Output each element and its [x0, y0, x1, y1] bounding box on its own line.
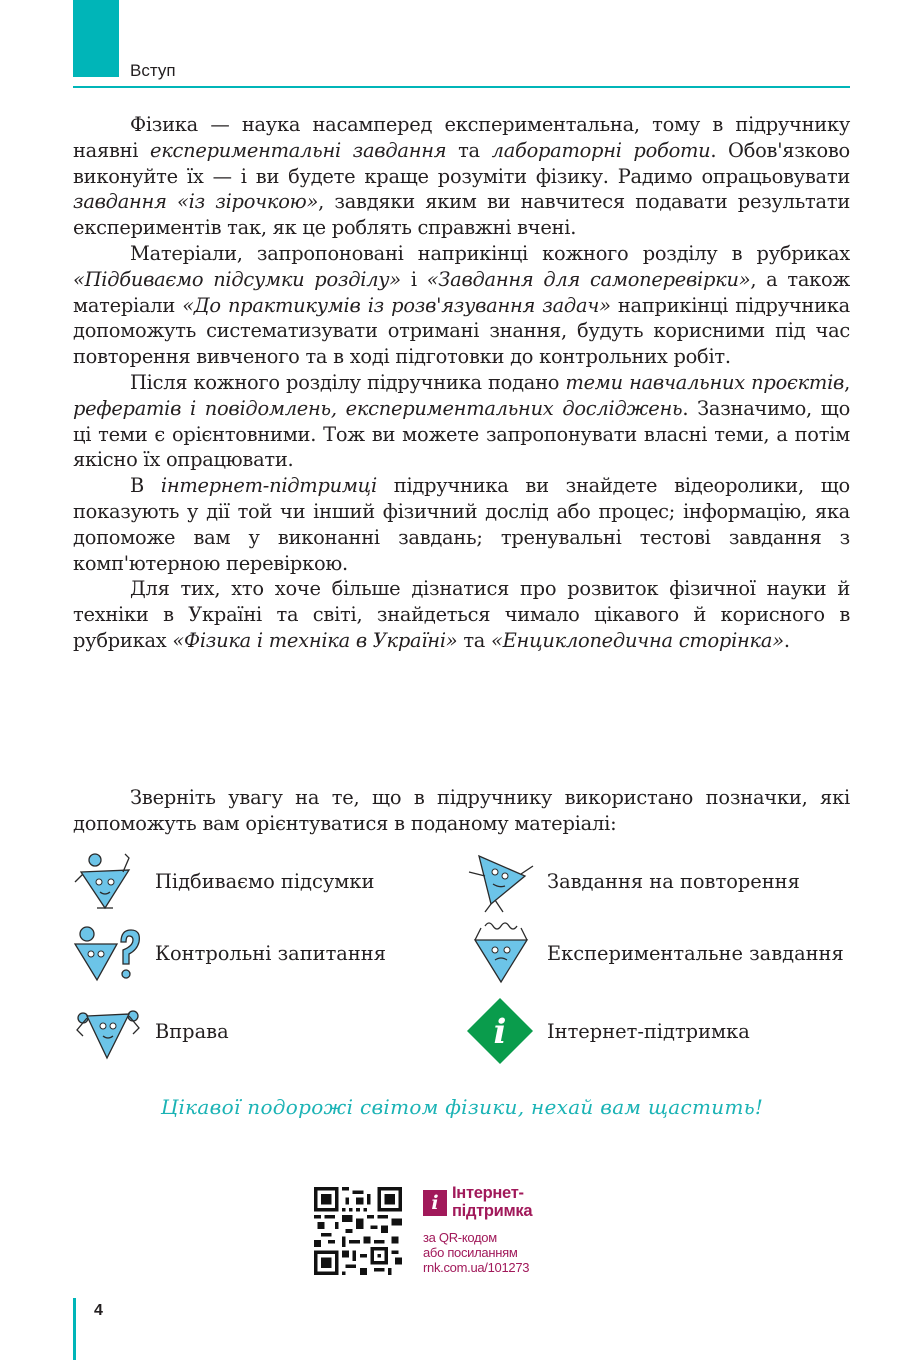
svg-text:i: i [493, 1012, 507, 1052]
legend-item-questions [73, 918, 386, 988]
internet-support-caption [423, 1230, 529, 1275]
paragraph [73, 241, 850, 370]
header-divider [73, 86, 850, 88]
legend-item-summary [73, 846, 374, 916]
legend-intro-text: Зверніть увагу на те, що в підручнику використано позначки, які допоможуть вам орієнтуватися в поданому матеріалі: [73, 786, 850, 835]
legend-item-review [465, 846, 800, 916]
text-run: В [130, 474, 161, 498]
emphasis-text: «Підбиваємо підсумки розділу» [73, 267, 401, 291]
emphasis-text: експериментальні завдання [150, 138, 447, 162]
legend-label: Вправа [155, 1019, 229, 1043]
paragraph [73, 576, 850, 653]
text-run: Для тих, хто хоче більше дізнатися про розвиток фізичної науки й техніки в Україні та світі, знайдеться чимало цікавого й корисного в рубриках [73, 577, 850, 652]
summary-icon [73, 846, 143, 916]
qr-code[interactable] [314, 1187, 402, 1275]
text-run: наприкінці підручника допоможуть систематизувати отримані знання, будуть корисними під час повторення вивченого та в ході підготовки до контрольних робіт. [73, 293, 850, 369]
text-run: . [783, 628, 790, 652]
section-title: Вступ [130, 61, 176, 80]
closing-wish: Цікавої подорожі світом фізики, нехай вам щастить! [160, 1095, 764, 1119]
text-run: Фізика — наука насамперед експериментальна, тому в підручнику наявні [73, 113, 850, 162]
legend-item-internet [465, 996, 750, 1066]
text-run: , [844, 370, 850, 394]
questions-icon [73, 918, 143, 988]
emphasis-text: «Енциклопедична сторінка» [491, 628, 784, 652]
emphasis-text: «Завдання для самоперевірки» [426, 267, 751, 291]
legend-label: Завдання на повторення [547, 869, 800, 893]
legend-intro [73, 785, 850, 837]
text-run: , а також матеріали [73, 267, 851, 317]
paragraph [73, 473, 850, 576]
text-run: , завдяки яким ви навчитеся подавати результати експериментів так, як це роблять справжні вчені. [73, 190, 850, 240]
intro-text [73, 112, 850, 654]
legend-label: Контрольні запитання [155, 941, 386, 965]
text-run: Матеріали, запропоновані наприкінці кожного розділу в рубриках [130, 241, 850, 265]
text-run: і [400, 267, 427, 291]
emphasis-text: інтернет-підтримці [160, 474, 377, 498]
experiment-icon [465, 918, 535, 988]
emphasis-text: «До практикумів із розв'язування задач» [182, 293, 611, 317]
text-run: підручника ви знайдете відеоролики, що показують у дії той чи інший фізичний дослід або процес; інформацію, яка допоможе вам у виконанні завдань; тренувальні тестові завдання з комп'ютерною перевіркою. [73, 474, 850, 575]
info-icon: i [423, 1190, 447, 1216]
page-number: 4 [94, 1302, 103, 1319]
caption-line: або посиланням [423, 1245, 518, 1260]
paragraph [73, 370, 850, 473]
internet-support-icon [465, 996, 535, 1066]
legend-label: Експериментальне завдання [547, 941, 844, 965]
legend-item-experiment [465, 918, 844, 988]
text-run: . Зазначимо, що ці теми є орієнтовними. Тож ви можете запропонувати власні теми, а потім якісно їх опрацювати. [73, 396, 850, 472]
paragraph [73, 112, 850, 241]
text-run: та [457, 628, 492, 652]
text-run: Після кожного розділу підручника подано [130, 370, 566, 394]
caption-line: за QR-кодом [423, 1230, 497, 1245]
emphasis-text: завдання «із зірочкою» [73, 190, 319, 214]
support-link[interactable]: rnk.com.ua/101273 [423, 1260, 530, 1275]
internet-support-title: Інтернет- підтримка [452, 1184, 533, 1220]
legend-label: Інтернет-підтримка [547, 1019, 750, 1043]
emphasis-text: лабораторні роботи [491, 138, 711, 162]
emphasis-text: «Фізика і техніка в Україні» [172, 628, 458, 652]
review-icon [465, 846, 535, 916]
legend-item-exercise [73, 996, 229, 1066]
exercise-icon [73, 996, 143, 1066]
text-run: . Обов'язково виконуйте їх — і ви будете краще розуміти фізику. Радимо опрацьовувати [73, 138, 850, 188]
header-accent-block [73, 0, 119, 77]
emphasis-text: рефератів і повідомлень, експериментальних досліджень [73, 396, 683, 420]
legend-label: Підбиваємо підсумки [155, 869, 375, 893]
footer-accent-bar [73, 1298, 76, 1360]
emphasis-text: теми навчальних проєктів [565, 370, 845, 394]
text-run: та [446, 138, 492, 162]
